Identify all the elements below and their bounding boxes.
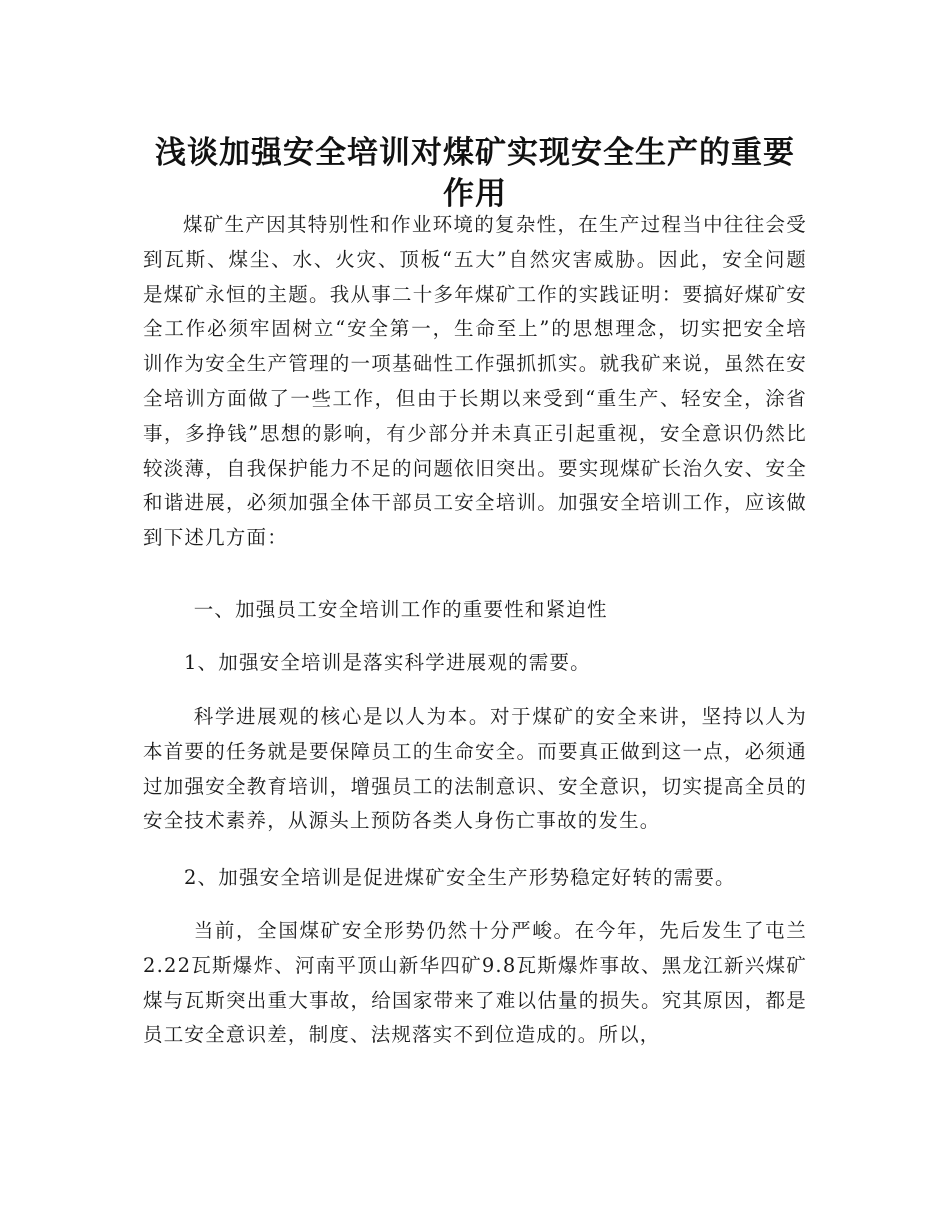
document-title: 浅谈加强安全培训对煤矿实现安全生产的重要作用 bbox=[155, 134, 795, 212]
item-2-paragraph: 当前，全国煤矿安全形势仍然十分严峻。在今年，先后发生了屯兰2.22瓦斯爆炸、河南平顶山新华四矿9.8瓦斯爆炸事故、黑龙江新兴煤矿煤与瓦斯突出重大事故，给国家带来了难以估量的损失。究其原因，都是员工安全意识差，制度、法规落实不到位造成的。所以， bbox=[143, 919, 807, 1047]
subheading-2: 2、加强安全培训是促进煤矿安全生产形势稳定好转的需要。 bbox=[183, 866, 736, 889]
subheading-1: 1、加强安全培训是落实科学进展观的需要。 bbox=[183, 651, 591, 674]
intro-paragraph: 煤矿生产因其特别性和作业环境的复杂性，在生产过程当中往往会受到瓦斯、煤尘、水、火灾、顶板“五大”自然灾害威胁。因此，安全问题是煤矿永恒的主题。我从事二十多年煤矿工作的实践证明：要搞好煤矿安全工作必须牢固树立“安全第一，生命至上”的思想理念，切实把安全培训作为安全生产管理的一项基础性工作强抓抓实。就我矿来说，虽然在安全培训方面做了一些工作，但由于长期以来受到“重生产、轻安全，涂省事，多挣钱”思想的影响，有少部分并未真正引起重视，安全意识仍然比较淡薄，自我保护能力不足的问题依旧突出。要实现煤矿长治久安、安全和谐进展，必须加强全体干部员工安全培训。加强安全培训工作，应该做到下述几方面： bbox=[143, 213, 807, 550]
item-1-paragraph: 科学进展观的核心是以人为本。对于煤矿的安全来讲，坚持以人为本首要的任务就是要保障员工的生命安全。而要真正做到这一点，必须通过加强安全教育培训，增强员工的法制意识、安全意识，切实提高全员的安全技术素养，从源头上预防各类人身伤亡事故的发生。 bbox=[143, 705, 807, 833]
section-heading-1: 一、加强员工安全培训工作的重要性和紧迫性 bbox=[193, 598, 608, 621]
